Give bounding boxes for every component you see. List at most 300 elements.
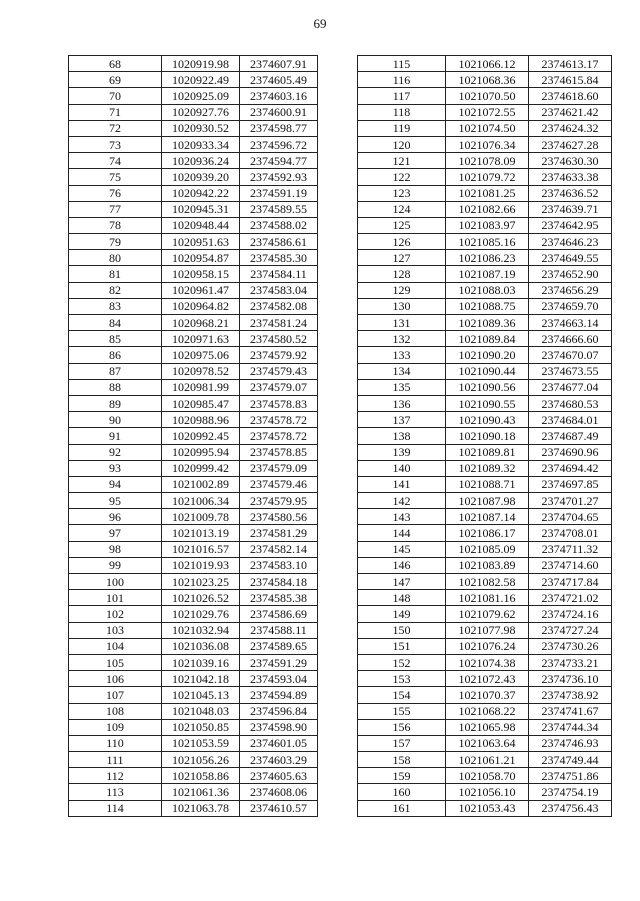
y-coordinate-cell: 2374578.72 [240,428,318,444]
y-coordinate-cell: 2374578.83 [240,395,318,411]
point-number-cell: 86 [69,347,162,363]
y-coordinate-cell: 2374624.32 [529,120,612,136]
table-row [358,104,612,120]
point-number-cell: 102 [69,606,162,622]
table-row [358,379,612,395]
y-coordinate-cell: 2374581.29 [240,525,318,541]
point-number-cell: 88 [69,379,162,395]
y-coordinate-cell: 2374580.52 [240,331,318,347]
point-number-cell: 100 [69,574,162,590]
x-coordinate-cell: 1020958.15 [162,266,240,282]
x-coordinate-cell: 1021056.10 [446,784,529,800]
point-number-cell: 111 [69,752,162,768]
point-number-cell: 158 [358,752,446,768]
y-coordinate-cell: 2374579.46 [240,476,318,492]
table-row [69,153,318,169]
table-row [358,525,612,541]
x-coordinate-cell: 1021087.98 [446,493,529,509]
x-coordinate-cell: 1021016.57 [162,541,240,557]
x-coordinate-cell: 1021042.18 [162,671,240,687]
point-number-cell: 68 [69,56,162,72]
x-coordinate-cell: 1021058.86 [162,768,240,784]
table-row [69,703,318,719]
y-coordinate-cell: 2374656.29 [529,282,612,298]
point-number-cell: 141 [358,476,446,492]
point-number-cell: 94 [69,476,162,492]
point-number-cell: 133 [358,347,446,363]
x-coordinate-cell: 1021089.36 [446,315,529,331]
y-coordinate-cell: 2374618.60 [529,88,612,104]
x-coordinate-cell: 1021066.12 [446,56,529,72]
table-row [69,574,318,590]
y-coordinate-cell: 2374582.14 [240,541,318,557]
table-row [358,201,612,217]
y-coordinate-cell: 2374694.42 [529,460,612,476]
y-coordinate-cell: 2374711.32 [529,541,612,557]
table-row [69,476,318,492]
y-coordinate-cell: 2374754.19 [529,784,612,800]
point-number-cell: 82 [69,282,162,298]
y-coordinate-cell: 2374741.67 [529,703,612,719]
table-row [69,104,318,120]
y-coordinate-cell: 2374721.02 [529,590,612,606]
table-row [358,590,612,606]
point-number-cell: 103 [69,622,162,638]
point-number-cell: 155 [358,703,446,719]
y-coordinate-cell: 2374639.71 [529,201,612,217]
coordinates-table-left-body [69,56,318,817]
y-coordinate-cell: 2374594.89 [240,687,318,703]
y-coordinate-cell: 2374589.65 [240,638,318,654]
point-number-cell: 123 [358,185,446,201]
table-row [358,622,612,638]
point-number-cell: 129 [358,282,446,298]
table-row [69,379,318,395]
table-row [69,460,318,476]
table-row [69,525,318,541]
point-number-cell: 131 [358,315,446,331]
y-coordinate-cell: 2374585.38 [240,590,318,606]
table-row [358,88,612,104]
y-coordinate-cell: 2374677.04 [529,379,612,395]
x-coordinate-cell: 1021002.89 [162,476,240,492]
table-row [358,574,612,590]
y-coordinate-cell: 2374586.69 [240,606,318,622]
table-row [69,72,318,88]
table-row [358,72,612,88]
table-row [69,201,318,217]
table-row [358,234,612,250]
y-coordinate-cell: 2374663.14 [529,315,612,331]
x-coordinate-cell: 1020978.52 [162,363,240,379]
x-coordinate-cell: 1020992.45 [162,428,240,444]
x-coordinate-cell: 1021086.23 [446,250,529,266]
table-row [69,493,318,509]
table-row [358,606,612,622]
y-coordinate-cell: 2374581.24 [240,315,318,331]
y-coordinate-cell: 2374749.44 [529,752,612,768]
point-number-cell: 137 [358,412,446,428]
y-coordinate-cell: 2374744.34 [529,719,612,735]
table-row [358,282,612,298]
y-coordinate-cell: 2374588.02 [240,217,318,233]
point-number-cell: 132 [358,331,446,347]
y-coordinate-cell: 2374673.55 [529,363,612,379]
x-coordinate-cell: 1021090.20 [446,347,529,363]
x-coordinate-cell: 1021083.97 [446,217,529,233]
point-number-cell: 76 [69,185,162,201]
x-coordinate-cell: 1021082.66 [446,201,529,217]
table-row [358,687,612,703]
x-coordinate-cell: 1020927.76 [162,104,240,120]
y-coordinate-cell: 2374605.63 [240,768,318,784]
x-coordinate-cell: 1021063.64 [446,735,529,751]
x-coordinate-cell: 1021029.76 [162,606,240,622]
y-coordinate-cell: 2374605.49 [240,72,318,88]
point-number-cell: 104 [69,638,162,654]
x-coordinate-cell: 1020936.24 [162,153,240,169]
point-number-cell: 135 [358,379,446,395]
y-coordinate-cell: 2374600.91 [240,104,318,120]
y-coordinate-cell: 2374610.57 [240,800,318,816]
y-coordinate-cell: 2374585.30 [240,250,318,266]
x-coordinate-cell: 1021081.25 [446,185,529,201]
y-coordinate-cell: 2374646.23 [529,234,612,250]
table-row [358,217,612,233]
x-coordinate-cell: 1021013.19 [162,525,240,541]
point-number-cell: 119 [358,120,446,136]
page-number: 69 [313,16,327,31]
point-number-cell: 101 [69,590,162,606]
point-number-cell: 134 [358,363,446,379]
x-coordinate-cell: 1020971.63 [162,331,240,347]
table-row [358,444,612,460]
point-number-cell: 83 [69,298,162,314]
table-row [69,266,318,282]
y-coordinate-cell: 2374756.43 [529,800,612,816]
y-coordinate-cell: 2374708.01 [529,525,612,541]
y-coordinate-cell: 2374591.19 [240,185,318,201]
point-number-cell: 107 [69,687,162,703]
y-coordinate-cell: 2374586.61 [240,234,318,250]
table-row [358,347,612,363]
point-number-cell: 78 [69,217,162,233]
table-row [69,428,318,444]
x-coordinate-cell: 1021053.43 [446,800,529,816]
x-coordinate-cell: 1021088.75 [446,298,529,314]
x-coordinate-cell: 1021032.94 [162,622,240,638]
y-coordinate-cell: 2374636.52 [529,185,612,201]
point-number-cell: 142 [358,493,446,509]
y-coordinate-cell: 2374652.90 [529,266,612,282]
table-row [69,671,318,687]
table-row [358,395,612,411]
x-coordinate-cell: 1021009.78 [162,509,240,525]
y-coordinate-cell: 2374621.42 [529,104,612,120]
table-row [69,687,318,703]
y-coordinate-cell: 2374642.95 [529,217,612,233]
table-row [358,56,612,72]
point-number-cell: 124 [358,201,446,217]
y-coordinate-cell: 2374593.04 [240,671,318,687]
point-number-cell: 114 [69,800,162,816]
y-coordinate-cell: 2374680.53 [529,395,612,411]
y-coordinate-cell: 2374730.26 [529,638,612,654]
point-number-cell: 69 [69,72,162,88]
point-number-cell: 154 [358,687,446,703]
point-number-cell: 128 [358,266,446,282]
point-number-cell: 73 [69,136,162,152]
point-number-cell: 95 [69,493,162,509]
coordinates-table-right [357,55,612,817]
table-row [358,460,612,476]
x-coordinate-cell: 1020961.47 [162,282,240,298]
table-row [358,153,612,169]
point-number-cell: 110 [69,735,162,751]
y-coordinate-cell: 2374666.60 [529,331,612,347]
table-row [69,217,318,233]
y-coordinate-cell: 2374727.24 [529,622,612,638]
x-coordinate-cell: 1020985.47 [162,395,240,411]
table-row [69,622,318,638]
x-coordinate-cell: 1021087.14 [446,509,529,525]
x-coordinate-cell: 1021061.36 [162,784,240,800]
y-coordinate-cell: 2374592.93 [240,169,318,185]
table-row [358,331,612,347]
x-coordinate-cell: 1021023.25 [162,574,240,590]
point-number-cell: 77 [69,201,162,217]
point-number-cell: 144 [358,525,446,541]
point-number-cell: 106 [69,671,162,687]
y-coordinate-cell: 2374579.07 [240,379,318,395]
point-number-cell: 146 [358,557,446,573]
y-coordinate-cell: 2374589.55 [240,201,318,217]
table-row [69,363,318,379]
table-row [69,638,318,654]
x-coordinate-cell: 1021090.56 [446,379,529,395]
y-coordinate-cell: 2374608.06 [240,784,318,800]
x-coordinate-cell: 1020999.42 [162,460,240,476]
table-row [358,136,612,152]
point-number-cell: 90 [69,412,162,428]
x-coordinate-cell: 1021026.52 [162,590,240,606]
y-coordinate-cell: 2374736.10 [529,671,612,687]
x-coordinate-cell: 1020930.52 [162,120,240,136]
x-coordinate-cell: 1021076.34 [446,136,529,152]
y-coordinate-cell: 2374659.70 [529,298,612,314]
y-coordinate-cell: 2374580.56 [240,509,318,525]
x-coordinate-cell: 1020925.09 [162,88,240,104]
x-coordinate-cell: 1021082.58 [446,574,529,590]
point-number-cell: 98 [69,541,162,557]
x-coordinate-cell: 1021006.34 [162,493,240,509]
x-coordinate-cell: 1020964.82 [162,298,240,314]
y-coordinate-cell: 2374613.17 [529,56,612,72]
x-coordinate-cell: 1021063.78 [162,800,240,816]
x-coordinate-cell: 1021090.43 [446,412,529,428]
y-coordinate-cell: 2374582.08 [240,298,318,314]
point-number-cell: 89 [69,395,162,411]
table-row [358,557,612,573]
y-coordinate-cell: 2374598.90 [240,719,318,735]
point-number-cell: 71 [69,104,162,120]
point-number-cell: 147 [358,574,446,590]
y-coordinate-cell: 2374690.96 [529,444,612,460]
point-number-cell: 108 [69,703,162,719]
table-row [358,703,612,719]
table-row [69,509,318,525]
x-coordinate-cell: 1021045.13 [162,687,240,703]
y-coordinate-cell: 2374594.77 [240,153,318,169]
table-row [69,282,318,298]
point-number-cell: 150 [358,622,446,638]
table-row [69,444,318,460]
x-coordinate-cell: 1021085.09 [446,541,529,557]
table-row [69,169,318,185]
table-row [69,590,318,606]
y-coordinate-cell: 2374733.21 [529,654,612,670]
table-row [358,428,612,444]
table-row [358,654,612,670]
table-row [358,266,612,282]
point-number-cell: 112 [69,768,162,784]
table-row [69,56,318,72]
x-coordinate-cell: 1021088.71 [446,476,529,492]
point-number-cell: 72 [69,120,162,136]
x-coordinate-cell: 1020939.20 [162,169,240,185]
table-row [358,719,612,735]
table-row [69,768,318,784]
table-row [69,185,318,201]
table-row [69,88,318,104]
table-row [69,752,318,768]
point-number-cell: 148 [358,590,446,606]
table-row [69,136,318,152]
point-number-cell: 136 [358,395,446,411]
y-coordinate-cell: 2374583.10 [240,557,318,573]
x-coordinate-cell: 1020919.98 [162,56,240,72]
x-coordinate-cell: 1021072.43 [446,671,529,687]
table-row [69,331,318,347]
point-number-cell: 153 [358,671,446,687]
y-coordinate-cell: 2374627.28 [529,136,612,152]
y-coordinate-cell: 2374603.29 [240,752,318,768]
table-row [358,315,612,331]
point-number-cell: 84 [69,315,162,331]
point-number-cell: 149 [358,606,446,622]
y-coordinate-cell: 2374704.65 [529,509,612,525]
x-coordinate-cell: 1021079.72 [446,169,529,185]
x-coordinate-cell: 1021089.32 [446,460,529,476]
y-coordinate-cell: 2374578.85 [240,444,318,460]
y-coordinate-cell: 2374591.29 [240,654,318,670]
point-number-cell: 96 [69,509,162,525]
point-number-cell: 125 [358,217,446,233]
y-coordinate-cell: 2374598.77 [240,120,318,136]
x-coordinate-cell: 1021086.17 [446,525,529,541]
y-coordinate-cell: 2374630.30 [529,153,612,169]
x-coordinate-cell: 1021087.19 [446,266,529,282]
table-row [358,784,612,800]
x-coordinate-cell: 1020948.44 [162,217,240,233]
table-row [69,784,318,800]
x-coordinate-cell: 1021079.62 [446,606,529,622]
table-row [69,800,318,816]
y-coordinate-cell: 2374584.18 [240,574,318,590]
y-coordinate-cell: 2374633.38 [529,169,612,185]
x-coordinate-cell: 1021070.50 [446,88,529,104]
x-coordinate-cell: 1021065.98 [446,719,529,735]
point-number-cell: 74 [69,153,162,169]
x-coordinate-cell: 1020945.31 [162,201,240,217]
table-row [69,541,318,557]
point-number-cell: 70 [69,88,162,104]
point-number-cell: 117 [358,88,446,104]
point-number-cell: 161 [358,800,446,816]
point-number-cell: 140 [358,460,446,476]
table-row [358,671,612,687]
y-coordinate-cell: 2374579.95 [240,493,318,509]
x-coordinate-cell: 1021078.09 [446,153,529,169]
table-row [358,298,612,314]
y-coordinate-cell: 2374607.91 [240,56,318,72]
y-coordinate-cell: 2374615.84 [529,72,612,88]
point-number-cell: 121 [358,153,446,169]
y-coordinate-cell: 2374584.11 [240,266,318,282]
point-number-cell: 99 [69,557,162,573]
point-number-cell: 81 [69,266,162,282]
point-number-cell: 105 [69,654,162,670]
point-number-cell: 151 [358,638,446,654]
point-number-cell: 85 [69,331,162,347]
point-number-cell: 80 [69,250,162,266]
table-row [358,363,612,379]
x-coordinate-cell: 1020933.34 [162,136,240,152]
x-coordinate-cell: 1021089.84 [446,331,529,347]
y-coordinate-cell: 2374603.16 [240,88,318,104]
point-number-cell: 152 [358,654,446,670]
y-coordinate-cell: 2374588.11 [240,622,318,638]
coordinates-table-left [68,55,318,817]
point-number-cell: 126 [358,234,446,250]
x-coordinate-cell: 1021036.08 [162,638,240,654]
table-row [69,347,318,363]
y-coordinate-cell: 2374724.16 [529,606,612,622]
point-number-cell: 93 [69,460,162,476]
x-coordinate-cell: 1021077.98 [446,622,529,638]
x-coordinate-cell: 1021068.36 [446,72,529,88]
x-coordinate-cell: 1021085.16 [446,234,529,250]
point-number-cell: 87 [69,363,162,379]
x-coordinate-cell: 1021058.70 [446,768,529,784]
table-row [69,315,318,331]
y-coordinate-cell: 2374701.27 [529,493,612,509]
x-coordinate-cell: 1020954.87 [162,250,240,266]
x-coordinate-cell: 1021056.26 [162,752,240,768]
table-row [69,395,318,411]
point-number-cell: 97 [69,525,162,541]
y-coordinate-cell: 2374649.55 [529,250,612,266]
x-coordinate-cell: 1020951.63 [162,234,240,250]
y-coordinate-cell: 2374579.09 [240,460,318,476]
point-number-cell: 120 [358,136,446,152]
y-coordinate-cell: 2374596.84 [240,703,318,719]
point-number-cell: 145 [358,541,446,557]
x-coordinate-cell: 1021070.37 [446,687,529,703]
y-coordinate-cell: 2374578.72 [240,412,318,428]
x-coordinate-cell: 1021083.89 [446,557,529,573]
point-number-cell: 109 [69,719,162,735]
